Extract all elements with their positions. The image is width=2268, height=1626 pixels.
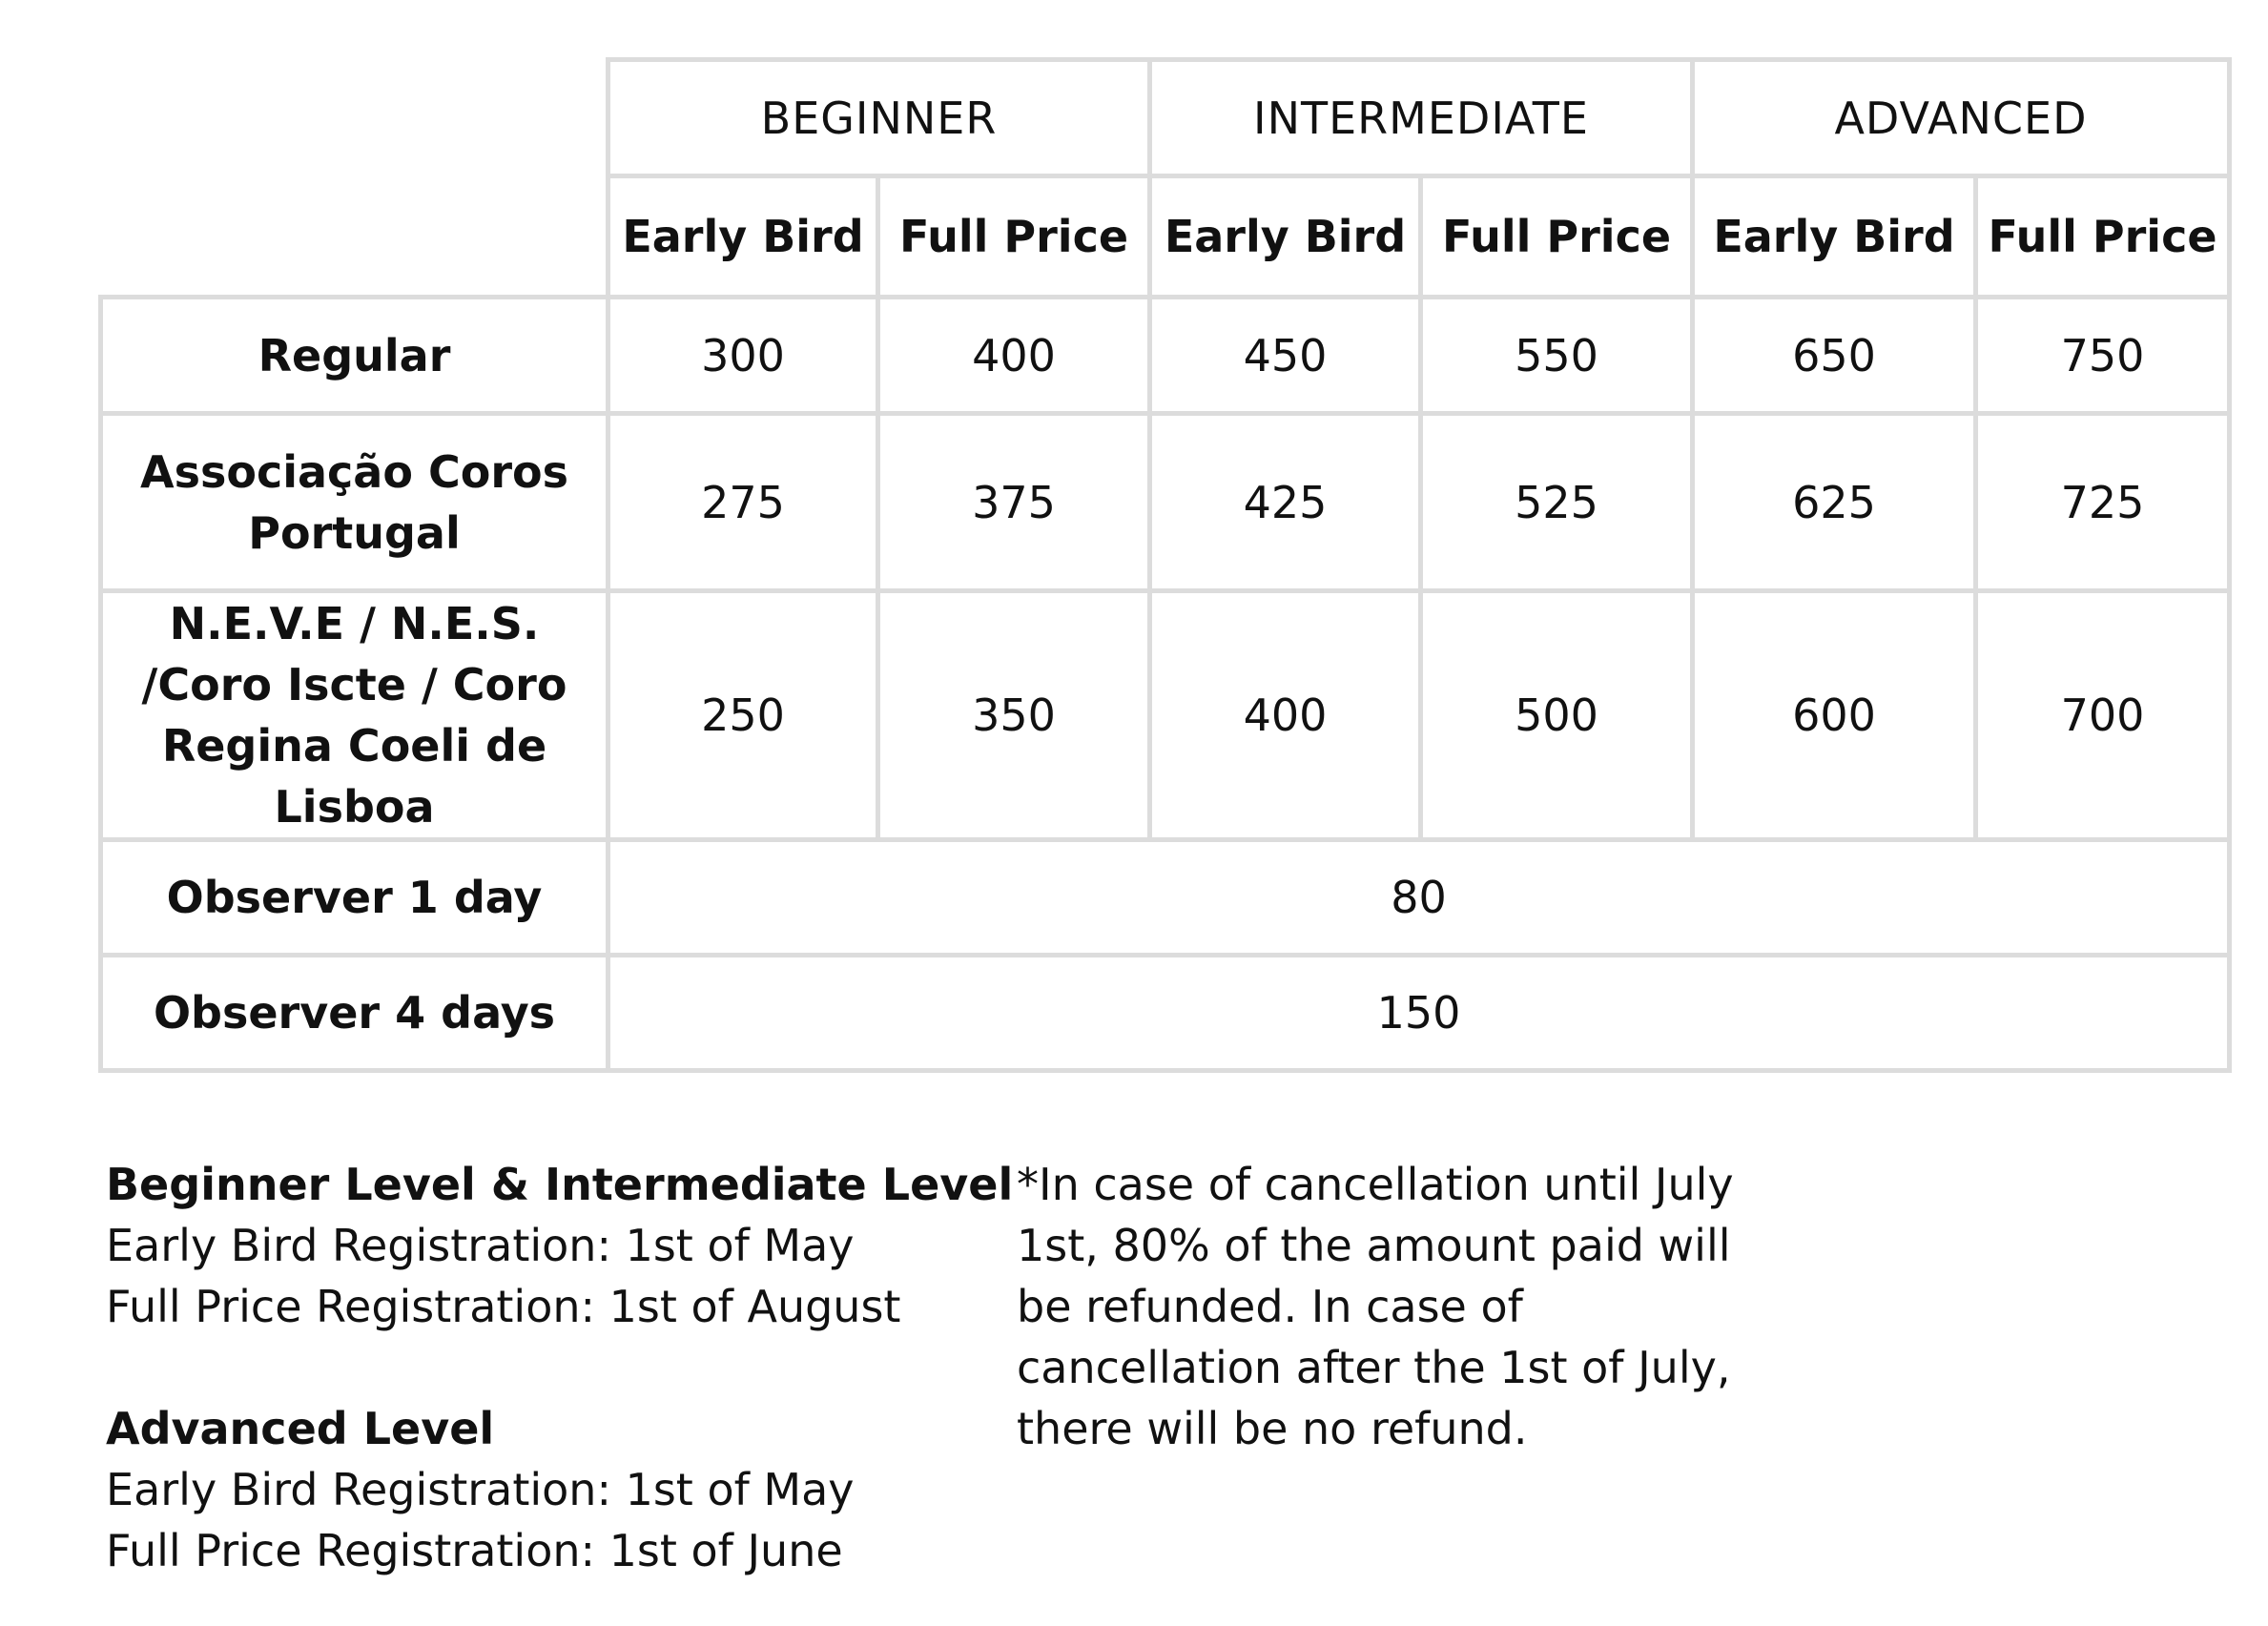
price-cell: 600 — [1693, 591, 1976, 840]
price-cell: 275 — [608, 414, 878, 591]
price-type-header: Early Bird — [608, 176, 878, 298]
price-type-header: Full Price — [878, 176, 1150, 298]
row-label: Observer 4 days — [101, 956, 608, 1071]
empty-corner-cell — [101, 176, 608, 298]
advanced-full-price: Full Price Registration: 1st of June — [106, 1525, 843, 1576]
pricing-table — [98, 57, 2232, 1073]
row-label: Regular — [101, 298, 608, 414]
price-cell: 300 — [608, 298, 878, 414]
price-cell: 425 — [1150, 414, 1421, 591]
advanced-heading: Advanced Level — [106, 1403, 495, 1454]
price-cell: 400 — [878, 298, 1150, 414]
observer-price-cell: 80 — [608, 840, 2230, 956]
level-header-intermediate: INTERMEDIATE — [1150, 60, 1693, 176]
level-header-row — [101, 60, 2230, 176]
row-label: N.E.V.E / N.E.S. /Coro Iscte / Coro Regina Coeli de Lisboa — [101, 591, 608, 840]
spacer — [106, 1337, 983, 1398]
row-label: Associação Coros Portugal — [101, 414, 608, 591]
level-header-beginner: BEGINNER — [608, 60, 1150, 176]
advanced-early-bird: Early Bird Registration: 1st of May — [106, 1464, 855, 1515]
price-cell: 400 — [1150, 591, 1421, 840]
beginner-intermediate-heading: Beginner Level & Intermediate Level — [106, 1159, 1014, 1210]
price-cell: 450 — [1150, 298, 1421, 414]
price-cell: 650 — [1693, 298, 1976, 414]
price-cell: 375 — [878, 414, 1150, 591]
empty-corner-cell — [101, 60, 608, 176]
price-type-header: Early Bird — [1150, 176, 1421, 298]
table-row-regular — [101, 298, 2230, 414]
price-cell: 700 — [1976, 591, 2230, 840]
registration-dates-notes — [106, 1154, 1014, 1581]
table-row-observer-1-day — [101, 840, 2230, 956]
table-row-observer-4-days — [101, 956, 2230, 1071]
row-label: Observer 1 day — [101, 840, 608, 956]
price-cell: 550 — [1421, 298, 1693, 414]
cancellation-note: *In case of cancellation until July 1st, 80% of the amount paid will be refunded. In case of cancellation after the 1st of July, there will be no refund. — [1017, 1159, 1734, 1454]
observer-price-cell: 150 — [608, 956, 2230, 1071]
price-type-header-row — [101, 176, 2230, 298]
beginner-intermediate-early-bird: Early Bird Registration: 1st of May — [106, 1220, 855, 1271]
level-header-advanced: ADVANCED — [1693, 60, 2230, 176]
price-cell: 725 — [1976, 414, 2230, 591]
price-type-header: Full Price — [1976, 176, 2230, 298]
price-cell: 625 — [1693, 414, 1976, 591]
price-type-header: Full Price — [1421, 176, 1693, 298]
price-type-header: Early Bird — [1693, 176, 1976, 298]
price-cell: 750 — [1976, 298, 2230, 414]
price-cell: 350 — [878, 591, 1150, 840]
price-cell: 525 — [1421, 414, 1693, 591]
table-row-associacao — [101, 414, 2230, 591]
table-row-neve — [101, 591, 2230, 840]
price-cell: 500 — [1421, 591, 1693, 840]
beginner-intermediate-full-price: Full Price Registration: 1st of August — [106, 1281, 901, 1332]
price-cell: 250 — [608, 591, 878, 840]
